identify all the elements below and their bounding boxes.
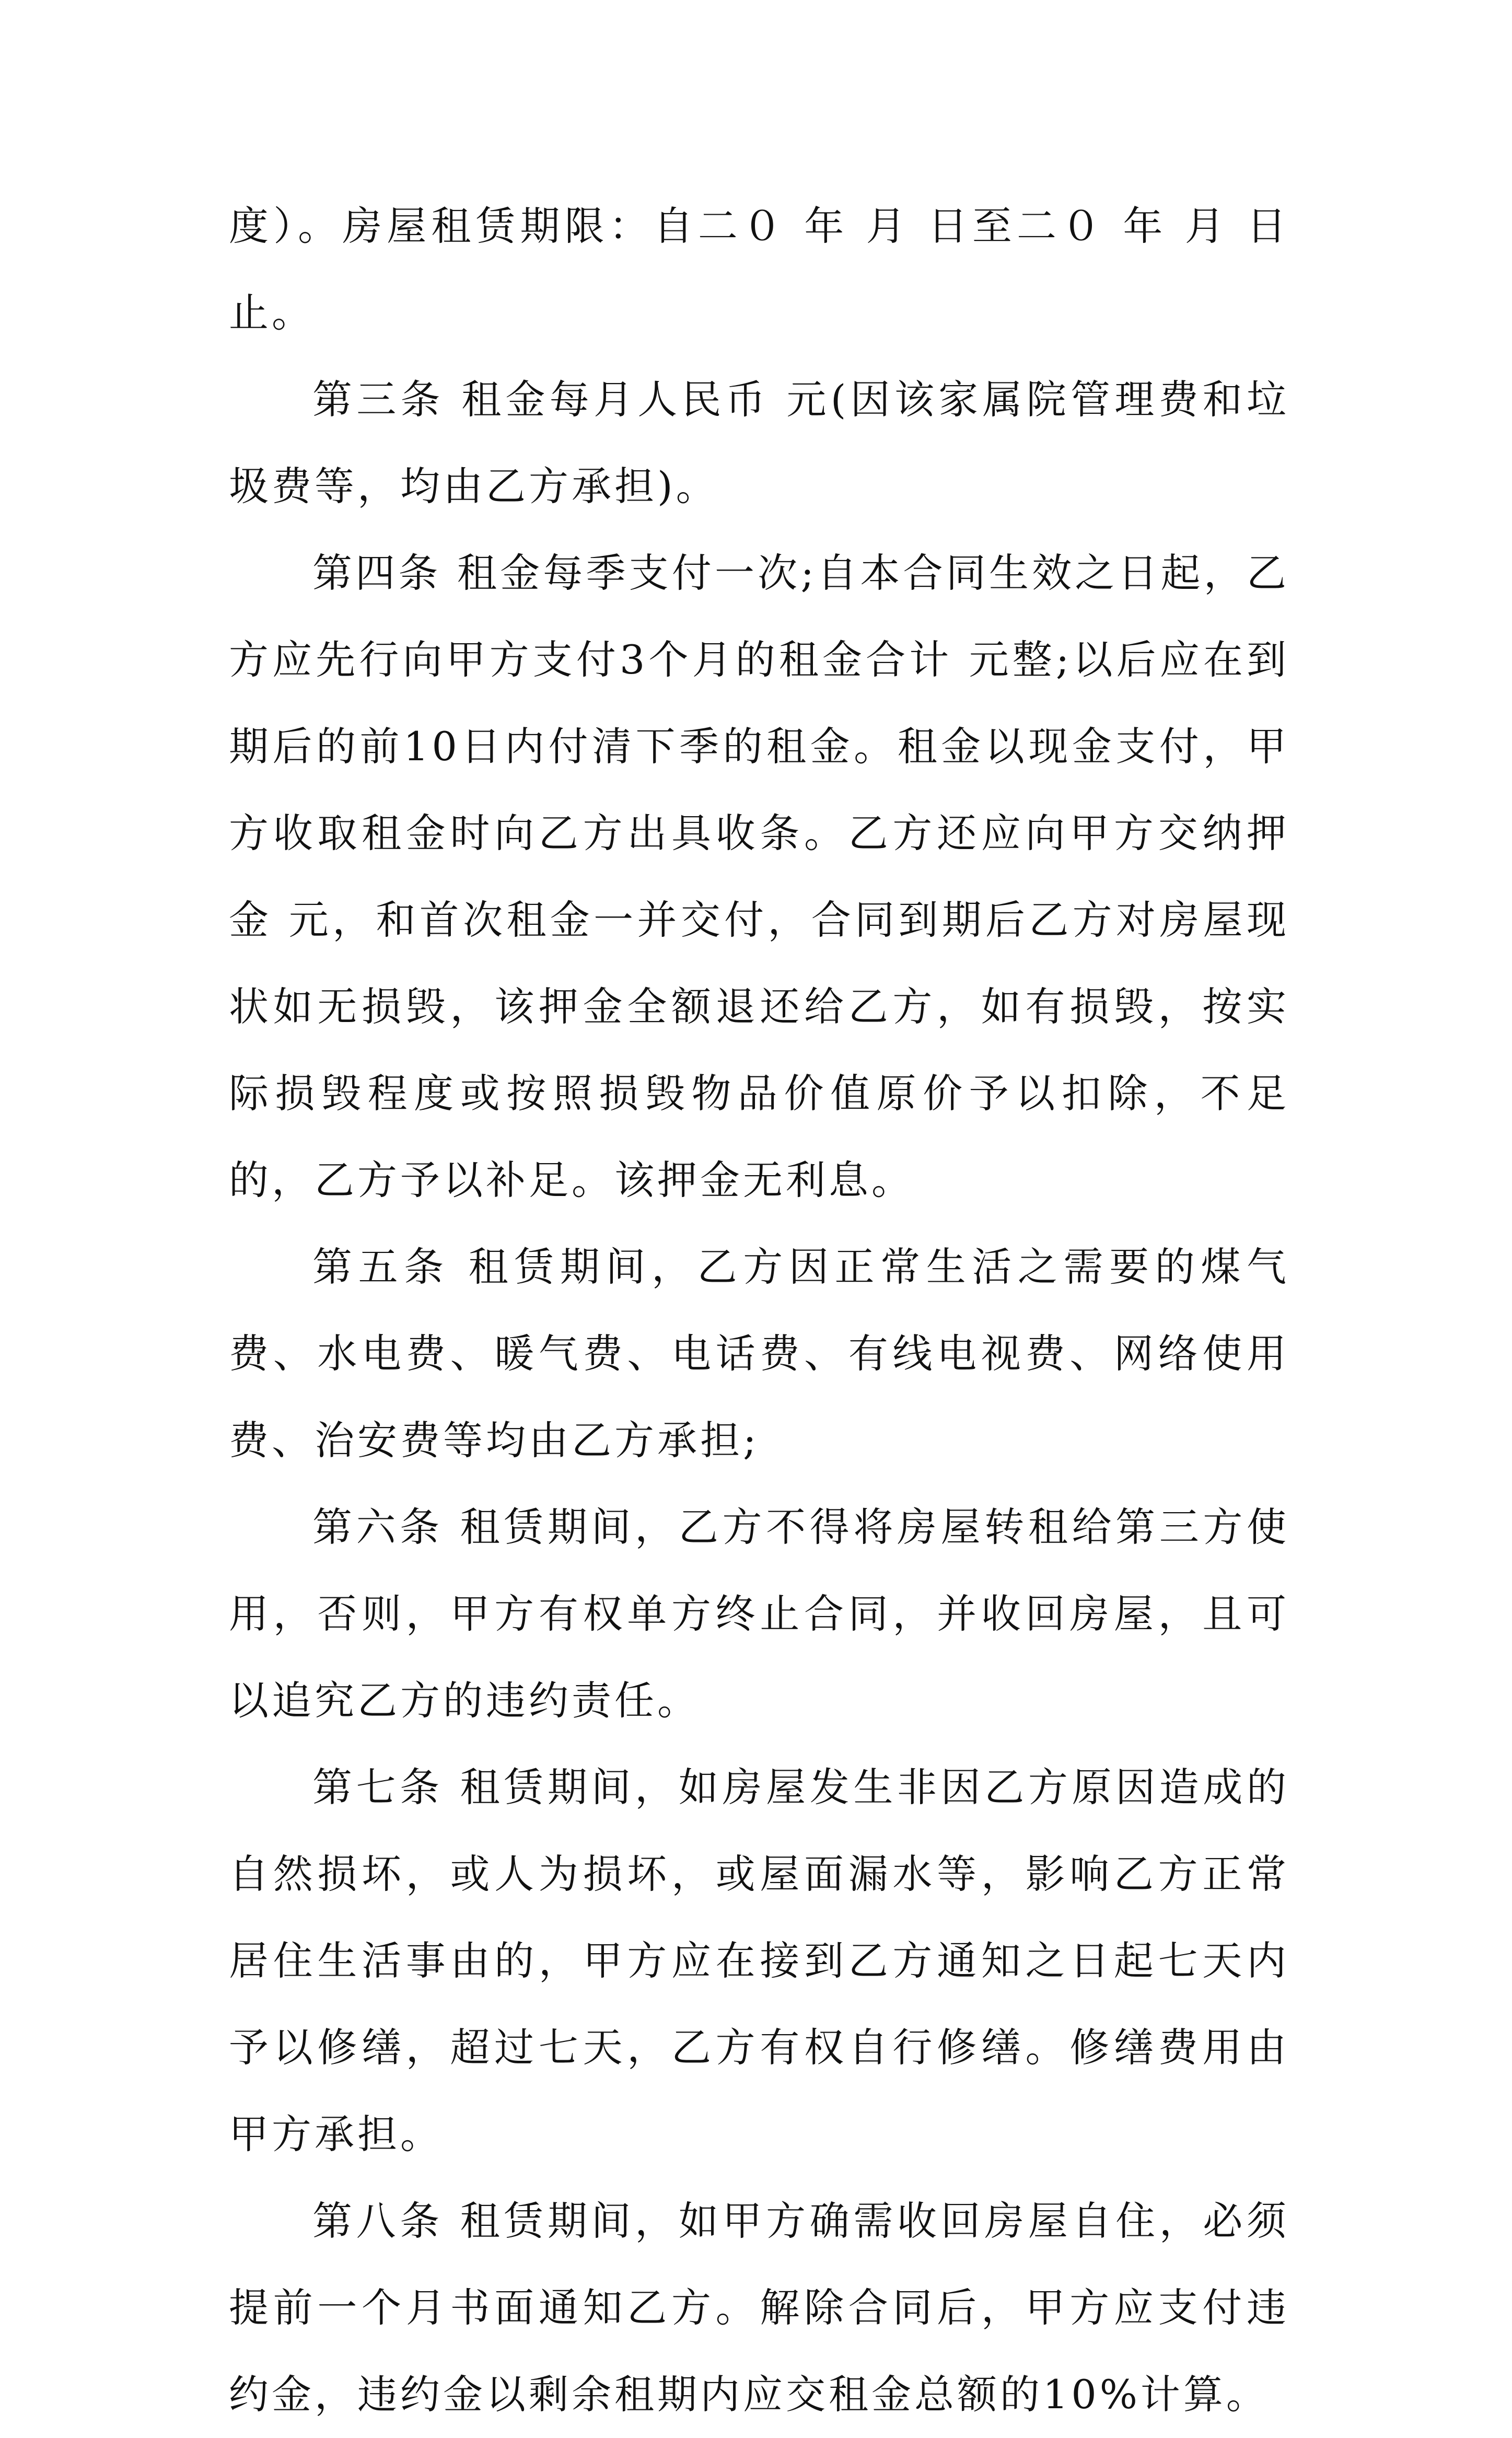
paragraph-article-7: 第七条 租赁期间，如房屋发生非因乙方原因造成的自然损坏，或人为损坏，或屋面漏水等，影响乙方正常居住生活事由的，甲方应在接到乙方通知之日起七天内予以修缮，超过七天，乙方有权自行修缮。修缮费用由甲方承担。 <box>229 1764 1289 2157</box>
paragraph-article-4: 第四条 租金每季支付一次;自本合同生效之日起，乙方应先行向甲方支付3个月的租金合计 元整;以后应在到期后的前10日内付清下季的租金。租金以现金支付，甲方收取租金时向乙方出具收条。乙方还应向甲方交纳押金 元，和首次租金一并交付，合同到期后乙方对房屋现状如无损毁，该押金全额退还给乙方，如有损毁，按实际损毁程度或按照损毁物品价值原价予以扣除，不足的，乙方予以补足。该押金无利息。 <box>229 550 1289 1203</box>
paragraph-article-6: 第六条 租赁期间，乙方不得将房屋转租给第三方使用，否则，甲方有权单方终止合同，并收回房屋，且可以追究乙方的违约责任。 <box>229 1504 1289 1724</box>
contract-text <box>229 183 1289 2438</box>
paragraph-article-3: 第三条 租金每月人民币 元(因该家属院管理费和垃圾费等，均由乙方承担)。 <box>229 376 1289 509</box>
paragraph-article-8: 第八条 租赁期间，如甲方确需收回房屋自住，必须提前一个月书面通知乙方。解除合同后，甲方应支付违约金，违约金以剩余租期内应交租金总额的10%计算。 <box>229 2198 1289 2418</box>
paragraph-lease-term: 度）。房屋租赁期限：自二０ 年 月 日至二０ 年 月 日止。 <box>229 203 1289 336</box>
paragraph-article-5: 第五条 租赁期间，乙方因正常生活之需要的煤气费、水电费、暖气费、电话费、有线电视费、网络使用费、治安费等均由乙方承担; <box>229 1244 1289 1464</box>
